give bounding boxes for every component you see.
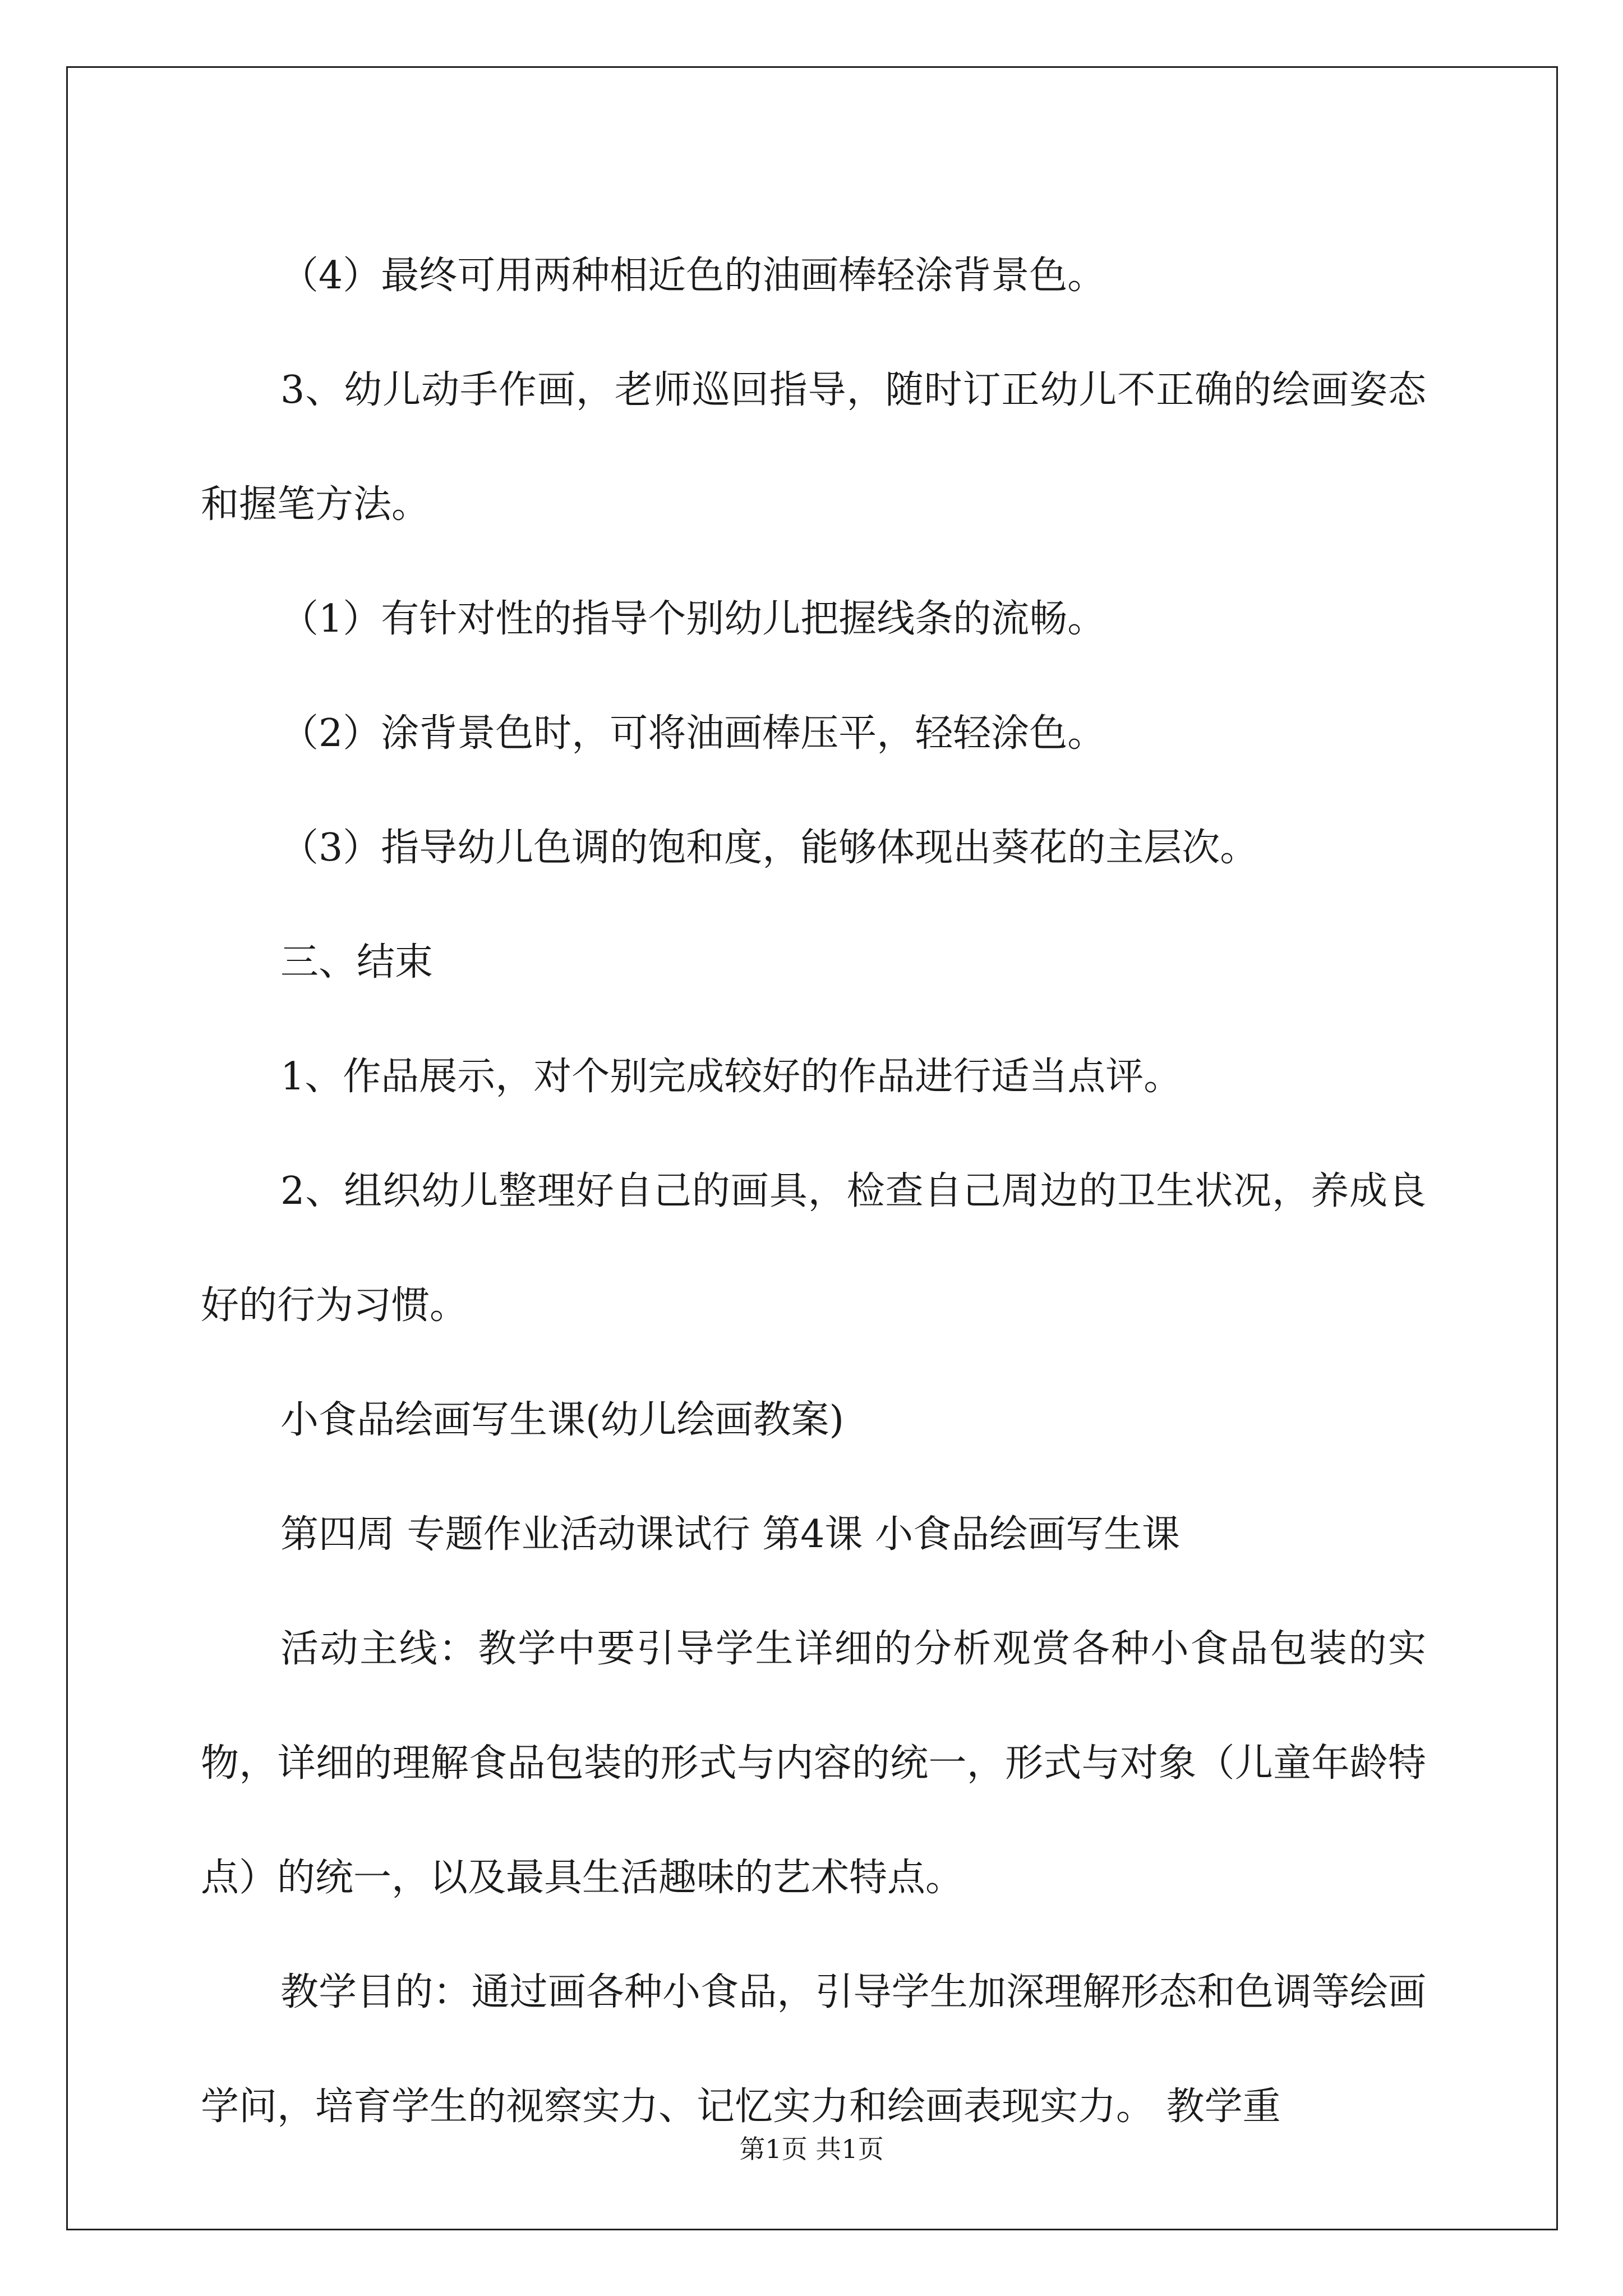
paragraph-end-2: 2、组织幼儿整理好自己的画具，检查自己周边的卫生状况，养成良好的行为习惯。 [201,1169,1426,1328]
paragraph-guide-3: （3）指导幼儿色调的饱和度，能够体现出葵花的主层次。 [280,826,1258,870]
paragraph-teaching-goal: 教学目的：通过画各种小食品，引导学生加深理解形态和色调等绘画学问，培育学生的视察实力、记忆实力和绘画表现实力。 教学重 [201,1970,1426,2129]
paragraph-activity-mainline: 活动主线：教学中要引导学生详细的分析观赏各种小食品包装的实物，详细的理解食品包装的形式与内容的统一，形式与对象（儿童年龄特点）的统一，以及最具生活趣味的艺术特点。 [201,1627,1426,1900]
page-number-footer: 第1页 共1页 [739,2134,884,2164]
paragraph-guide-1: （1）有针对性的指导个别幼儿把握线条的流畅。 [280,597,1106,641]
section-heading-end: 三、结束 [280,940,434,984]
document-body [201,219,1426,2164]
paragraph-step-3-drawing: 3、幼儿动手作画，老师巡回指导，随时订正幼儿不正确的绘画姿态和握笔方法。 [201,368,1426,527]
lesson-subtitle: 第四周 专题作业活动课试行 第4课 小食品绘画写生课 [280,1512,1181,1557]
paragraph-step-4-background: （4）最终可用两种相近色的油画棒轻涂背景色。 [280,254,1106,298]
paragraph-guide-2: （2）涂背景色时，可将油画棒压平，轻轻涂色。 [280,711,1106,756]
lesson-title: 小食品绘画写生课(幼儿绘画教案) [280,1398,845,1442]
paragraph-end-1: 1、作品展示，对个别完成较好的作品进行适当点评。 [280,1055,1182,1099]
